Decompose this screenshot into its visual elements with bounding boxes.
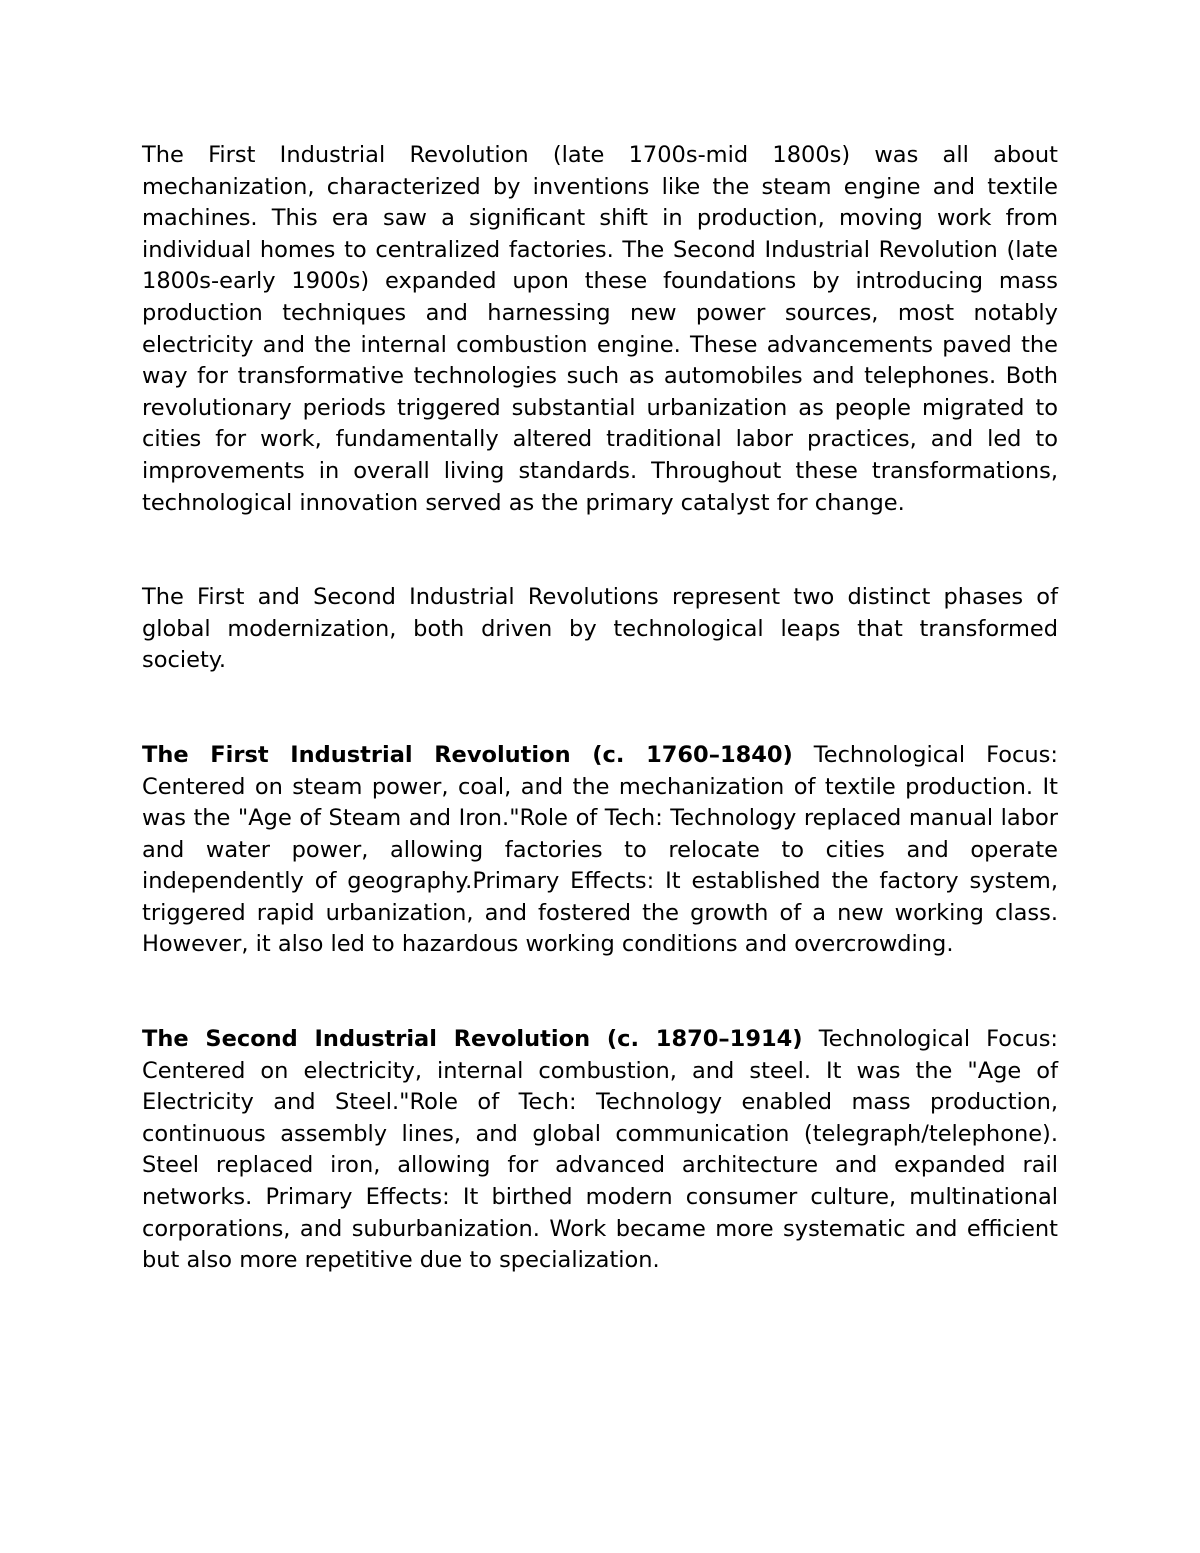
summary-paragraph	[142, 582, 1058, 677]
first-revolution-heading: The First Industrial Revolution (c. 1760–1840)	[142, 741, 793, 768]
second-revolution-paragraph	[142, 1024, 1058, 1277]
intro-paragraph-text: The First Industrial Revolution (late 1700s-mid 1800s) was all about mechanization, characterized by inventions like the steam engine and textile machines. This era saw a significant shift in production, moving work from individual homes to centralized factories. The Second Industrial Revolution (late 1800s-early 1900s) expanded upon these foundations by introducing mass production techniques and harnessing new power sources, most notably electricity and the internal combustion engine. These advancements paved the way for transformative technologies such as automobiles and telephones. Both revolutionary periods triggered substantial urbanization as people migrated to cities for work, fundamentally altered traditional labor practices, and led to improvements in overall living standards. Throughout these transformations, technological innovation served as the primary catalyst for change.	[142, 142, 1058, 516]
document-page	[142, 140, 1058, 1277]
second-revolution-text: Technological Focus: Centered on electricity, internal combustion, and steel. It was the "Age of Electricity and Steel."Role of Tech: Technology enabled mass production, continuous assembly lines, and global communication (telegraph/telephone). Steel replaced iron, allowing for advanced architecture and expanded rail networks. Primary Effects: It birthed modern consumer culture, multinational corporations, and suburbanization. Work became more systematic and efficient but also more repetitive due to specialization.	[142, 1026, 1059, 1274]
summary-paragraph-text: The First and Second Industrial Revolutions represent two distinct phases of global modernization, both driven by technological leaps that transformed society.	[142, 584, 1058, 674]
intro-paragraph	[142, 140, 1058, 519]
first-revolution-text: Technological Focus: Centered on steam power, coal, and the mechanization of textile production. It was the "Age of Steam and Iron."Role of Tech: Technology replaced manual labor and water power, allowing factories to relocate to cities and operate independently of geography.Primary Effects: It established the factory system, triggered rapid urbanization, and fostered the growth of a new working class. However, it also led to hazardous working conditions and overcrowding.	[142, 741, 1058, 958]
first-revolution-paragraph	[142, 740, 1058, 961]
second-revolution-heading: The Second Industrial Revolution (c. 1870–1914)	[142, 1026, 803, 1053]
